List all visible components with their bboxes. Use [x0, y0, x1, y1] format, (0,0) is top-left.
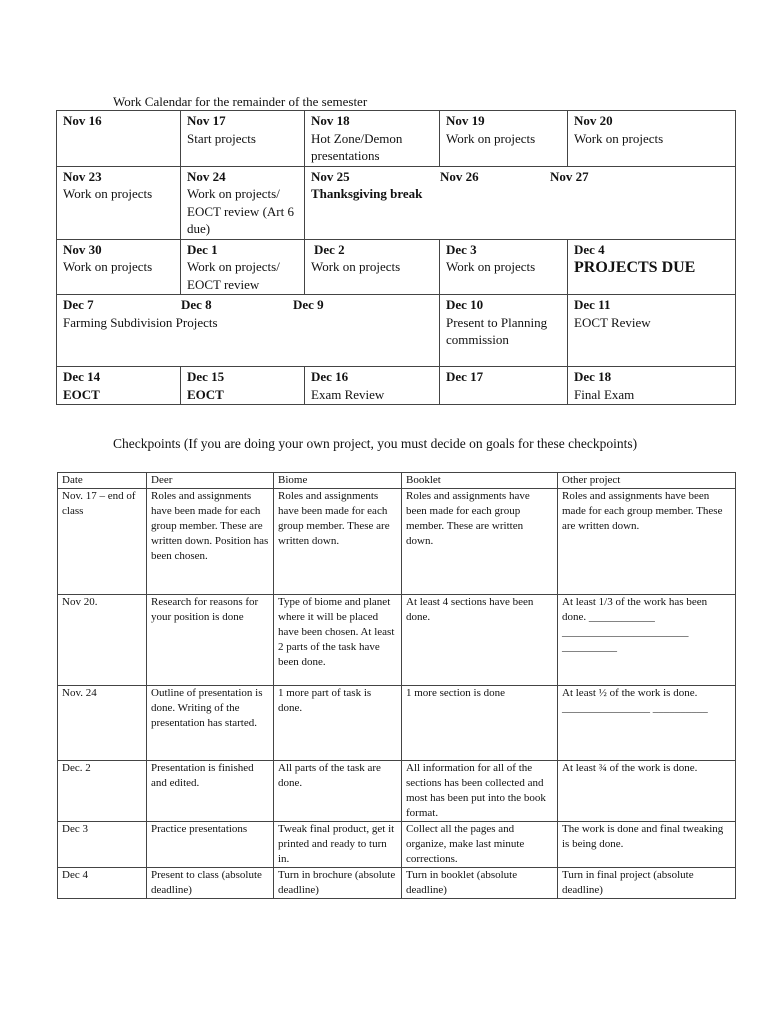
table-row	[58, 761, 736, 822]
calendar-cell	[57, 111, 181, 167]
calendar-cell	[57, 239, 181, 295]
cell-text: Work on projects/ EOCT review (Art 6 due)	[187, 186, 294, 236]
cell-text: Farming Subdivision Projects	[63, 314, 218, 330]
calendar-cell	[568, 367, 736, 405]
cell-date: Nov 20	[574, 113, 613, 128]
table-header-row	[58, 473, 736, 489]
calendar-cell	[181, 111, 305, 167]
calendar-cell	[568, 239, 736, 295]
cell-date: Dec 9	[293, 297, 324, 312]
cell-text: Thanksgiving break	[311, 186, 423, 201]
table-cell: 1 more section is done	[402, 686, 558, 761]
cell-date: Dec 2	[314, 241, 345, 257]
header-other-project: Other project	[558, 473, 736, 489]
table-cell: The work is done and final tweaking is being done.	[558, 822, 736, 868]
calendar-row	[57, 295, 736, 367]
cell-text: Hot Zone/Demon presentations	[311, 130, 403, 163]
table-cell: Present to class (absolute deadline)	[147, 868, 274, 899]
table-cell: Nov 20.	[58, 595, 147, 686]
cell-text: Work on projects	[446, 259, 536, 274]
cell-date: Dec 7	[63, 297, 94, 312]
cell-text: Work on projects	[446, 130, 536, 146]
table-cell: Dec. 2	[58, 761, 147, 822]
table-cell: At least ¾ of the work is done.	[558, 761, 736, 822]
cell-text: Work on projects	[63, 259, 153, 274]
table-cell: Turn in booklet (absolute deadline)	[402, 868, 558, 899]
cell-date: Dec 11	[574, 297, 611, 312]
thanksgiving-cell	[305, 166, 736, 239]
calendar-cell	[568, 295, 736, 367]
calendar-cell	[440, 111, 568, 167]
calendar-row	[57, 111, 736, 167]
projects-due-label: PROJECTS DUE	[574, 259, 696, 276]
calendar-cell	[181, 239, 305, 295]
calendar-cell	[440, 367, 568, 405]
table-cell: Collect all the pages and organize, make last minute corrections.	[402, 822, 558, 868]
cell-text: Work on projects	[574, 130, 664, 146]
cell-dates	[311, 168, 730, 186]
table-cell: Nov. 17 – end of class	[58, 489, 147, 595]
cell-date: Dec 10	[446, 297, 484, 312]
calendar-row	[57, 239, 736, 295]
table-row	[58, 686, 736, 761]
cell-date: Dec 3	[446, 241, 477, 257]
table-cell: All information for all of the sections has been collected and most has been put into the book format.	[402, 761, 558, 822]
cell-text: Work on projects	[63, 186, 153, 201]
cell-text: EOCT Review	[574, 314, 651, 330]
calendar-row	[57, 166, 736, 239]
table-cell: Turn in brochure (absolute deadline)	[274, 868, 402, 899]
table-cell: At least ½ of the work is done. ________________ __________	[558, 686, 736, 761]
table-cell: Practice presentations	[147, 822, 274, 868]
calendar-cell	[181, 166, 305, 239]
cell-date: Nov 27	[550, 168, 589, 184]
calendar-cell	[57, 367, 181, 405]
cell-date: Dec 14	[63, 369, 101, 384]
table-cell: 1 more part of task is done.	[274, 686, 402, 761]
header-deer: Deer	[147, 473, 274, 489]
cell-text: Work on projects/ EOCT review	[187, 259, 280, 292]
table-cell: Roles and assignments have been made for each group member. These are written down.	[558, 489, 736, 595]
table-cell: Roles and assignments have been made for each group member. These are written down.	[402, 489, 558, 595]
table-cell: Nov. 24	[58, 686, 147, 761]
calendar-cell	[305, 239, 440, 295]
cell-text: Present to Planning commission	[446, 314, 548, 347]
calendar-cell	[305, 111, 440, 167]
calendar-title: Work Calendar for the remainder of the semester	[113, 94, 368, 109]
cell-text: Exam Review	[311, 386, 385, 402]
calendar-cell	[568, 111, 736, 167]
table-cell: Dec 3	[58, 822, 147, 868]
table-cell: Research for reasons for your position is done	[147, 595, 274, 686]
table-row	[58, 489, 736, 595]
cell-date: Dec 16	[311, 369, 349, 384]
cell-date: Dec 8	[181, 297, 212, 312]
cell-date: Dec 1	[187, 241, 218, 257]
cell-date: Nov 26	[440, 168, 479, 184]
table-cell: Outline of presentation is done. Writing of the presentation has started.	[147, 686, 274, 761]
table-cell: At least 4 sections have been done.	[402, 595, 558, 686]
cell-date: Nov 18	[311, 113, 350, 128]
cell-text: EOCT	[187, 386, 224, 402]
table-cell: Dec 4	[58, 868, 147, 899]
cell-date: Nov 16	[63, 113, 102, 128]
checkpoints-table	[57, 472, 736, 899]
table-cell: Roles and assignments have been made for each group member. These are written down.	[274, 489, 402, 595]
table-cell: All parts of the task are done.	[274, 761, 402, 822]
work-calendar-table	[56, 110, 736, 405]
checkpoints-title: Checkpoints (If you are doing your own project, you must decide on goals for these checkpoints)	[113, 436, 638, 451]
calendar-cell	[57, 166, 181, 239]
table-row	[58, 822, 736, 868]
cell-date: Dec 4	[574, 241, 605, 257]
table-cell: At least 1/3 of the work has been done. ____________ _______________________ __________	[558, 595, 736, 686]
cell-date: Dec 18	[574, 369, 612, 384]
calendar-cell	[181, 367, 305, 405]
cell-date: Nov 19	[446, 113, 485, 128]
calendar-cell	[440, 295, 568, 367]
cell-date: Dec 15	[187, 369, 225, 384]
table-row	[58, 868, 736, 899]
cell-text: Work on projects	[311, 259, 401, 274]
cell-date: Nov 23	[63, 168, 102, 184]
cell-text: Start projects	[187, 130, 256, 146]
header-biome: Biome	[274, 473, 402, 489]
cell-date: Nov 24	[187, 168, 226, 184]
cell-date: Nov 25	[311, 168, 350, 184]
header-date: Date	[58, 473, 147, 489]
cell-text: EOCT	[63, 386, 100, 402]
header-booklet: Booklet	[402, 473, 558, 489]
calendar-cell	[305, 367, 440, 405]
cell-text: Final Exam	[574, 386, 635, 402]
cell-date: Dec 17	[446, 369, 484, 384]
calendar-row	[57, 367, 736, 405]
table-cell: Presentation is finished and edited.	[147, 761, 274, 822]
table-cell: Turn in final project (absolute deadline)	[558, 868, 736, 899]
table-cell: Tweak final product, get it printed and ready to turn in.	[274, 822, 402, 868]
cell-date: Nov 17	[187, 113, 226, 128]
cell-date: Nov 30	[63, 241, 102, 257]
farming-cell	[57, 295, 440, 367]
table-row	[58, 595, 736, 686]
table-cell: Roles and assignments have been made for each group member. These are written down. Position has been chosen.	[147, 489, 274, 595]
table-cell: Type of biome and planet where it will be placed have been chosen. At least 2 parts of the task have been done.	[274, 595, 402, 686]
calendar-cell	[440, 239, 568, 295]
cell-dates	[63, 296, 434, 314]
